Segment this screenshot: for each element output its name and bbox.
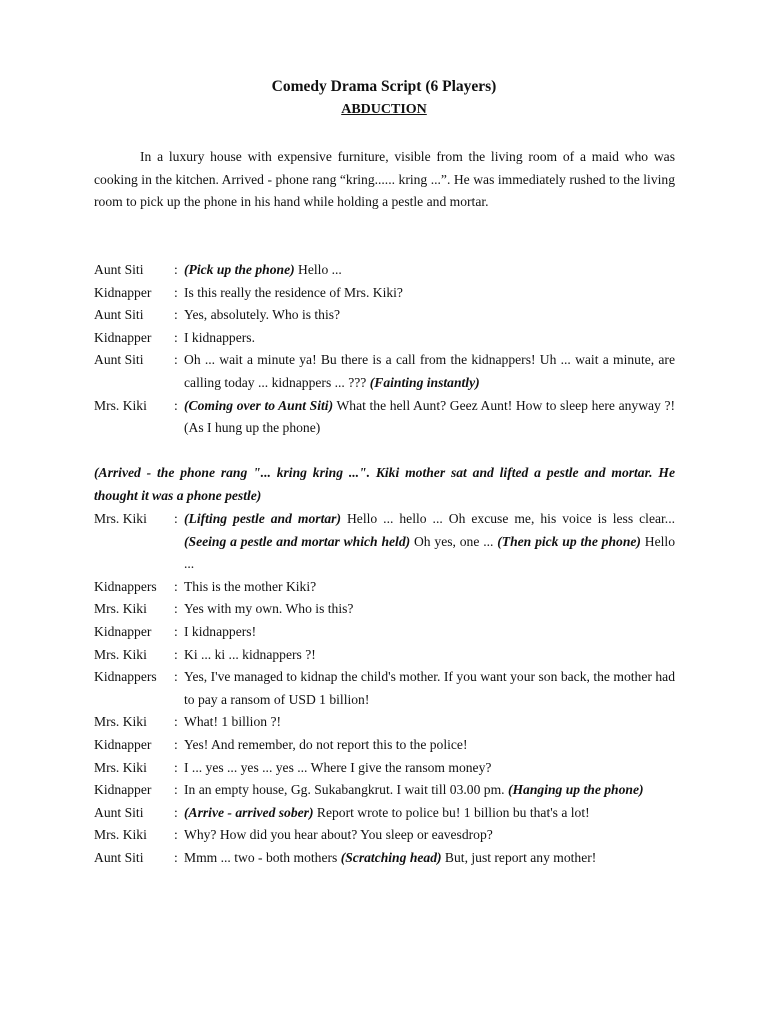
dialogue-line (94, 327, 675, 350)
spoken-text: Why? How did you hear about? You sleep or eavesdrop? (184, 827, 493, 843)
script-subtitle: ABDUCTION (341, 102, 427, 117)
dialogue-text (184, 779, 675, 802)
speaker-name: Aunt Siti (94, 307, 144, 323)
speaker-name: Kidnapper (94, 736, 152, 752)
dialogue-text (184, 576, 675, 599)
stage-note: (Pick up the phone) (184, 262, 295, 277)
speaker-name: Aunt Siti (94, 849, 144, 865)
dialogue-text (184, 621, 675, 644)
dialogue-text (184, 824, 675, 847)
spoken-text: Yes, absolutely. Who is this? (184, 307, 341, 323)
dialogue-line (94, 824, 675, 847)
spoken-text: Report wrote to police bu! 1 billion bu that's a lot! (313, 804, 590, 820)
speaker-colon: : (174, 849, 178, 865)
spoken-text: Mmm ... two - both mothers (184, 849, 341, 865)
spoken-text: Hello ... hello ... Oh excuse me, his voice is less clear... (340, 511, 675, 526)
speaker-colon: : (174, 601, 178, 617)
speaker-colon: : (174, 782, 178, 798)
dialogue-text (184, 847, 675, 870)
dialogue-text (184, 395, 675, 440)
spoken-text: Yes with my own. Who is this? (184, 601, 354, 617)
speaker-name: Mrs. Kiki (94, 601, 147, 617)
spoken-text: Yes! And remember, do not report this to the police! (184, 736, 468, 752)
dialogue-line (94, 304, 675, 327)
dialogue-text (184, 508, 675, 576)
speaker-name: Aunt Siti (94, 804, 144, 820)
stage-note: (Coming over to Aunt Siti) (184, 397, 334, 413)
speaker-name: Aunt Siti (94, 262, 144, 277)
spoken-text: Is this really the residence of Mrs. Kiki? (184, 284, 403, 300)
spoken-text: Oh ... wait a minute ya! Bu there is a call from the kidnappers! Uh ... wait a minute, are calling today ... kidnappers ... ??? (184, 352, 675, 390)
speaker-colon: : (174, 262, 178, 277)
speaker-name: Mrs. Kiki (94, 646, 147, 662)
dialogue-text (184, 644, 675, 667)
speaker-colon: : (174, 329, 178, 345)
speaker-colon: : (174, 284, 178, 300)
spoken-text: Hello ... (294, 262, 342, 277)
dialogue-line (94, 779, 675, 802)
dialogue-line (94, 576, 675, 599)
intro-paragraph: In a luxury house with expensive furniture, visible from the living room of a maid who was cooking in the kitchen. Arrived - phone rang “kring...... kring ...”. He was immediately rushed to the living room to pick up the phone in his hand while holding a pestle and mortar. (94, 149, 675, 210)
speaker-name: Mrs. Kiki (94, 511, 147, 526)
dialogue-text (184, 598, 675, 621)
stage-note: (Fainting instantly) (369, 374, 480, 390)
stage-direction: (Arrived - the phone rang "... kring kring ...". Kiki mother sat and lifted a pestle and mortar. He thought it was a phone pestle) (94, 465, 675, 503)
spoken-text: Hello ... (184, 533, 675, 572)
stage-note: (Scratching head) (340, 849, 442, 865)
speaker-colon: : (174, 804, 178, 820)
speaker-name: Mrs. Kiki (94, 827, 147, 843)
dialogue-line (94, 259, 675, 282)
dialogue-line (94, 711, 675, 734)
stage-note: (Arrive - arrived sober) (184, 804, 314, 820)
speaker-colon: : (174, 759, 178, 775)
dialogue-text (184, 666, 675, 711)
speaker-name: Aunt Siti (94, 352, 144, 368)
speaker-colon: : (174, 397, 178, 413)
dialogue-line (94, 395, 675, 440)
dialogue-text (184, 734, 675, 757)
dialogue-text (184, 757, 675, 780)
dialogue-line (94, 734, 675, 757)
speaker-name: Kidnapper (94, 329, 152, 345)
speaker-colon: : (174, 669, 178, 685)
speaker-colon: : (174, 307, 178, 323)
speaker-colon: : (174, 736, 178, 752)
speaker-name: Kidnapper (94, 623, 152, 639)
spoken-text: What! 1 billion ?! (184, 714, 282, 730)
speaker-colon: : (174, 578, 178, 594)
dialogue-line (94, 598, 675, 621)
dialogue-line (94, 802, 675, 825)
spoken-text: I kidnappers. (184, 329, 255, 345)
dialogue-text (184, 349, 675, 394)
speaker-colon: : (174, 646, 178, 662)
spoken-text: This is the mother Kiki? (184, 578, 317, 594)
script-title: Comedy Drama Script (6 Players) (271, 78, 497, 95)
dialogue-section-1 (94, 259, 675, 440)
dialogue-line (94, 621, 675, 644)
stage-note: (Then pick up the phone) (497, 533, 641, 549)
spoken-text: I ... yes ... yes ... yes ... Where I give the ransom money? (184, 759, 492, 775)
spoken-text: Ki ... ki ... kidnappers ?! (184, 646, 316, 662)
dialogue-text (184, 802, 675, 825)
speaker-colon: : (174, 623, 178, 639)
spoken-text: But, just report any mother! (441, 849, 597, 865)
speaker-name: Mrs. Kiki (94, 714, 147, 730)
speaker-name: Kidnappers (94, 669, 157, 685)
dialogue-line (94, 282, 675, 305)
dialogue-line (94, 508, 675, 576)
dialogue-section-2 (94, 508, 675, 870)
dialogue-line (94, 666, 675, 711)
spoken-text: In an empty house, Gg. Sukabangkrut. I wait till 03.00 pm. (184, 782, 508, 798)
speaker-colon: : (174, 714, 178, 730)
dialogue-line (94, 847, 675, 870)
dialogue-line (94, 644, 675, 667)
speaker-colon: : (174, 511, 178, 526)
dialogue-line (94, 757, 675, 780)
dialogue-text (184, 259, 675, 282)
dialogue-text (184, 327, 675, 350)
speaker-name: Mrs. Kiki (94, 397, 147, 413)
stage-note: (Seeing a pestle and mortar which held) (184, 533, 411, 549)
dialogue-text (184, 282, 675, 305)
dialogue-line (94, 349, 675, 394)
speaker-name: Kidnapper (94, 782, 152, 798)
spoken-text: Oh yes, one ... (410, 533, 498, 549)
dialogue-text (184, 711, 675, 734)
dialogue-text (184, 304, 675, 327)
speaker-colon: : (174, 827, 178, 843)
spoken-text: I kidnappers! (184, 623, 257, 639)
stage-note: (Hanging up the phone) (507, 782, 644, 798)
spoken-text: Yes, I've managed to kidnap the child's mother. If you want your son back, the mother had to pay a ransom of USD 1 billion! (184, 669, 675, 707)
speaker-name: Mrs. Kiki (94, 759, 147, 775)
speaker-name: Kidnappers (94, 578, 157, 594)
speaker-name: Kidnapper (94, 284, 152, 300)
speaker-colon: : (174, 352, 178, 368)
spoken-text: What the hell Aunt? Geez Aunt! How to sleep here anyway ?! (As I hung up the phone) (184, 397, 676, 436)
stage-note: (Lifting pestle and mortar) (184, 511, 341, 526)
